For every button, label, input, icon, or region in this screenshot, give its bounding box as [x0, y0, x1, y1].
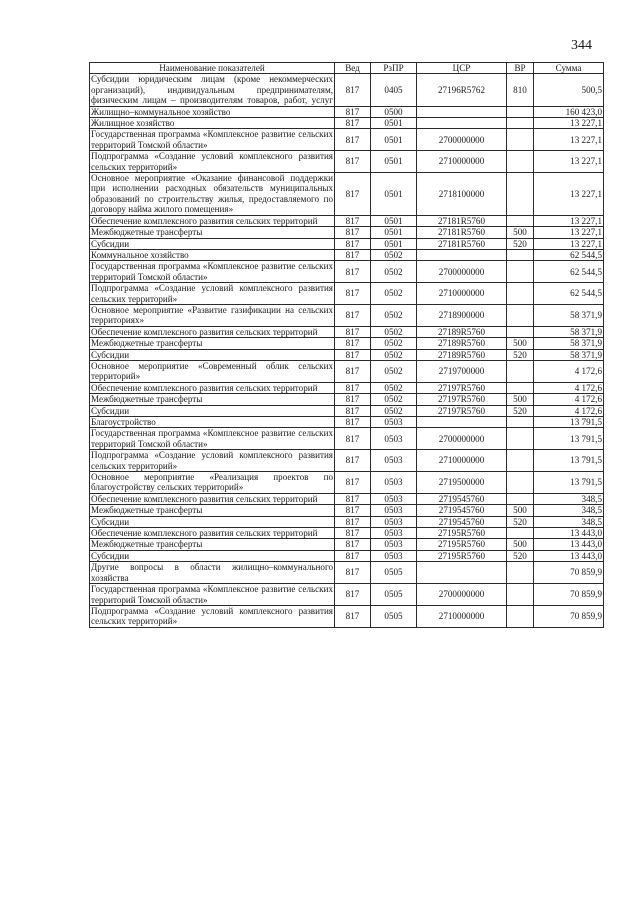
cell-rzpr: 0502 — [371, 249, 417, 260]
cell-vr — [507, 249, 534, 260]
cell-name: Субсидии — [90, 516, 335, 527]
cell-csr: 2710000000 — [417, 283, 507, 305]
cell-name: Обеспечение комплексного развития сельских территорий — [90, 215, 335, 226]
cell-csr: 2719545760 — [417, 516, 507, 527]
cell-name: Коммунальное хозяйство — [90, 249, 335, 260]
cell-vr: 500 — [507, 227, 534, 238]
cell-rzpr: 0501 — [371, 118, 417, 129]
table-row — [90, 450, 604, 472]
table-row — [90, 382, 604, 393]
cell-rzpr: 0501 — [371, 129, 417, 151]
cell-sum: 62 544,5 — [534, 249, 604, 260]
cell-rzpr: 0502 — [371, 405, 417, 416]
cell-csr: 27195R5760 — [417, 528, 507, 539]
cell-sum: 58 371,9 — [534, 338, 604, 349]
table-header — [90, 63, 604, 74]
cell-ved: 817 — [335, 505, 371, 516]
cell-vr — [507, 173, 534, 216]
cell-sum: 13 791,5 — [534, 428, 604, 450]
cell-name: Государственная программа «Комплексное развитие сельских территорий Томской области» — [91, 129, 333, 150]
cell-sum: 70 859,9 — [534, 605, 604, 627]
cell-sum: 70 859,9 — [534, 584, 604, 606]
table-row — [90, 215, 604, 226]
cell-rzpr: 0502 — [371, 349, 417, 360]
cell-sum: 62 544,5 — [534, 261, 604, 283]
cell-name: Межбюджетные трансферты — [90, 338, 335, 349]
cell-ved: 817 — [335, 173, 371, 216]
cell-csr: 2710000000 — [417, 151, 507, 173]
cell-ved: 817 — [335, 151, 371, 173]
cell-sum: 13 227,1 — [534, 129, 604, 151]
page-number: 344 — [571, 38, 592, 53]
header-name: Наименование показателей — [90, 63, 335, 74]
cell-name: Жилищно–коммунальное хозяйство — [90, 106, 335, 117]
table-row — [90, 338, 604, 349]
cell-rzpr: 0502 — [371, 382, 417, 393]
cell-rzpr: 0503 — [371, 550, 417, 561]
table-row — [90, 550, 604, 561]
cell-name: Благоустройство — [90, 417, 335, 428]
cell-ved: 817 — [335, 528, 371, 539]
cell-sum: 13 791,5 — [534, 417, 604, 428]
cell-sum: 13 443,0 — [534, 539, 604, 550]
table-row — [90, 283, 604, 305]
cell-rzpr: 0405 — [371, 74, 417, 106]
cell-rzpr: 0503 — [371, 428, 417, 450]
cell-rzpr: 0505 — [371, 584, 417, 606]
cell-ved: 817 — [335, 550, 371, 561]
cell-vr: 500 — [507, 539, 534, 550]
cell-sum: 13 227,1 — [534, 238, 604, 249]
cell-rzpr: 0501 — [371, 227, 417, 238]
cell-csr: 2700000000 — [417, 261, 507, 283]
cell-rzpr: 0503 — [371, 539, 417, 550]
cell-csr: 27181R5760 — [417, 238, 507, 249]
table-row — [90, 238, 604, 249]
cell-sum: 13 227,1 — [534, 215, 604, 226]
cell-name: Подпрограмма «Создание условий комплексного развития сельских территорий» — [91, 605, 333, 627]
cell-rzpr: 0501 — [371, 215, 417, 226]
cell-vr — [507, 151, 534, 173]
cell-ved: 817 — [335, 382, 371, 393]
cell-ved: 817 — [335, 584, 371, 606]
table-row — [90, 539, 604, 550]
cell-ved: 817 — [335, 394, 371, 405]
cell-csr: 27195R5760 — [417, 550, 507, 561]
cell-ved: 817 — [335, 472, 371, 494]
cell-name: Подпрограмма «Создание условий комплексного развития сельских территорий» — [91, 283, 333, 304]
cell-csr: 27189R5760 — [417, 326, 507, 337]
table-row — [90, 118, 604, 129]
cell-rzpr: 0505 — [371, 605, 417, 627]
cell-name: Государственная программа «Комплексное развитие сельских территорий Томской области» — [91, 261, 333, 282]
cell-ved: 817 — [335, 106, 371, 117]
cell-csr: 2718900000 — [417, 304, 507, 326]
table-row — [90, 129, 604, 151]
cell-csr: 2718100000 — [417, 173, 507, 216]
cell-csr: 2719500000 — [417, 472, 507, 494]
header-sum: Сумма — [534, 63, 604, 74]
cell-ved: 817 — [335, 360, 371, 382]
cell-rzpr: 0505 — [371, 562, 417, 584]
cell-csr: 2719700000 — [417, 360, 507, 382]
cell-sum: 4 172,6 — [534, 360, 604, 382]
cell-csr: 2710000000 — [417, 450, 507, 472]
cell-vr — [507, 450, 534, 472]
cell-sum: 160 423,0 — [534, 106, 604, 117]
cell-ved: 817 — [335, 516, 371, 527]
cell-name: Государственная программа «Комплексное развитие сельских территорий Томской области» — [91, 428, 333, 449]
cell-ved: 817 — [335, 493, 371, 504]
cell-vr — [507, 326, 534, 337]
cell-vr — [507, 562, 534, 584]
cell-vr — [507, 605, 534, 627]
table-row — [90, 360, 604, 382]
table-row — [90, 394, 604, 405]
cell-sum: 58 371,9 — [534, 304, 604, 326]
cell-vr: 520 — [507, 238, 534, 249]
cell-ved: 817 — [335, 261, 371, 283]
header-rzpr: РзПР — [371, 63, 417, 74]
cell-csr: 27181R5760 — [417, 215, 507, 226]
cell-vr: 500 — [507, 338, 534, 349]
table-row — [90, 151, 604, 173]
table-row — [90, 106, 604, 117]
cell-ved: 817 — [335, 249, 371, 260]
cell-sum: 4 172,6 — [534, 382, 604, 393]
cell-vr — [507, 528, 534, 539]
cell-name: Субсидии — [90, 349, 335, 360]
cell-sum: 58 371,9 — [534, 326, 604, 337]
cell-sum: 500,5 — [534, 74, 604, 106]
cell-csr — [417, 106, 507, 117]
cell-sum: 13 227,1 — [534, 151, 604, 173]
cell-name: Субсидии — [90, 238, 335, 249]
cell-rzpr: 0501 — [371, 238, 417, 249]
cell-rzpr: 0501 — [371, 151, 417, 173]
cell-csr — [417, 249, 507, 260]
cell-name: Обеспечение комплексного развития сельских территорий — [90, 528, 335, 539]
cell-ved: 817 — [335, 539, 371, 550]
cell-csr: 2719545760 — [417, 493, 507, 504]
cell-vr — [507, 215, 534, 226]
cell-rzpr: 0502 — [371, 304, 417, 326]
cell-rzpr: 0502 — [371, 360, 417, 382]
cell-csr: 2719545760 — [417, 505, 507, 516]
cell-vr — [507, 360, 534, 382]
table-row — [90, 74, 604, 106]
table-row — [90, 493, 604, 504]
cell-sum: 62 544,5 — [534, 283, 604, 305]
cell-ved: 817 — [335, 215, 371, 226]
cell-vr — [507, 382, 534, 393]
cell-name: Подпрограмма «Создание условий комплексного развития сельских территорий» — [91, 450, 333, 471]
cell-name: Межбюджетные трансферты — [90, 394, 335, 405]
cell-ved: 817 — [335, 338, 371, 349]
cell-name: Жилищное хозяйство — [90, 118, 335, 129]
cell-sum: 348,5 — [534, 516, 604, 527]
cell-ved: 817 — [335, 605, 371, 627]
table-row — [90, 472, 604, 494]
cell-rzpr: 0503 — [371, 493, 417, 504]
cell-vr — [507, 493, 534, 504]
cell-vr — [507, 304, 534, 326]
header-row — [90, 63, 604, 74]
cell-rzpr: 0503 — [371, 528, 417, 539]
cell-vr: 500 — [507, 505, 534, 516]
cell-ved: 817 — [335, 349, 371, 360]
cell-ved: 817 — [335, 450, 371, 472]
cell-vr: 520 — [507, 550, 534, 561]
cell-rzpr: 0503 — [371, 450, 417, 472]
table-row — [90, 528, 604, 539]
cell-csr: 2700000000 — [417, 584, 507, 606]
table-row — [90, 349, 604, 360]
cell-vr: 520 — [507, 405, 534, 416]
cell-ved: 817 — [335, 283, 371, 305]
cell-csr: 27196R5762 — [417, 74, 507, 106]
cell-ved: 817 — [335, 118, 371, 129]
cell-vr — [507, 283, 534, 305]
cell-rzpr: 0503 — [371, 472, 417, 494]
cell-vr — [507, 584, 534, 606]
cell-csr — [417, 562, 507, 584]
cell-ved: 817 — [335, 326, 371, 337]
cell-ved: 817 — [335, 428, 371, 450]
cell-csr: 27197R5760 — [417, 382, 507, 393]
cell-rzpr: 0502 — [371, 326, 417, 337]
cell-csr: 27181R5760 — [417, 227, 507, 238]
cell-rzpr: 0500 — [371, 106, 417, 117]
table-row — [90, 516, 604, 527]
cell-name: Основное мероприятие «Реализация проектов по благоустройству сельских территорий» — [91, 472, 333, 493]
cell-sum: 58 371,9 — [534, 349, 604, 360]
cell-rzpr: 0502 — [371, 394, 417, 405]
cell-vr: 810 — [507, 74, 534, 106]
header-csr: ЦСР — [417, 63, 507, 74]
cell-csr: 2700000000 — [417, 129, 507, 151]
cell-sum: 13 443,0 — [534, 528, 604, 539]
cell-vr — [507, 106, 534, 117]
cell-rzpr: 0502 — [371, 261, 417, 283]
table-row — [90, 562, 604, 584]
table-row — [90, 417, 604, 428]
table-body — [90, 74, 604, 627]
cell-name: Основное мероприятие «Развитие газификации на сельских территориях» — [91, 304, 333, 326]
cell-name: Основное мероприятие «Оказание финансовой поддержки при исполнении расходных обязательств муниципальных образований по строительству жилья, предоставляемого по договору найма жилого помещения» — [91, 173, 333, 215]
cell-vr: 500 — [507, 394, 534, 405]
cell-csr: 27195R5760 — [417, 539, 507, 550]
table-row — [90, 605, 604, 627]
header-ved: Вед — [335, 63, 371, 74]
cell-name: Межбюджетные трансферты — [90, 539, 335, 550]
cell-vr: 520 — [507, 349, 534, 360]
cell-sum: 13 227,1 — [534, 118, 604, 129]
cell-ved: 817 — [335, 417, 371, 428]
cell-vr — [507, 428, 534, 450]
cell-name: Другие вопросы в области жилищно–коммунального хозяйства — [91, 562, 333, 583]
cell-rzpr: 0502 — [371, 338, 417, 349]
cell-sum: 13 791,5 — [534, 450, 604, 472]
cell-ved: 817 — [335, 304, 371, 326]
cell-sum: 70 859,9 — [534, 562, 604, 584]
cell-ved: 817 — [335, 562, 371, 584]
table-row — [90, 227, 604, 238]
cell-vr — [507, 472, 534, 494]
cell-sum: 13 791,5 — [534, 472, 604, 494]
table-row — [90, 428, 604, 450]
cell-rzpr: 0501 — [371, 173, 417, 216]
cell-csr: 27189R5760 — [417, 349, 507, 360]
table-row — [90, 405, 604, 416]
cell-ved: 817 — [335, 405, 371, 416]
cell-name: Обеспечение комплексного развития сельских территорий — [90, 326, 335, 337]
cell-name: Субсидии юридическим лицам (кроме некоммерческих организаций), индивидуальным предпринимателям, физическим лицам – производителям товаров, работ, услуг — [91, 74, 333, 106]
cell-sum: 4 172,6 — [534, 394, 604, 405]
cell-name: Подпрограмма «Создание условий комплексного развития сельских территорий» — [91, 151, 333, 172]
table-row — [90, 505, 604, 516]
cell-sum: 13 227,1 — [534, 227, 604, 238]
table-row — [90, 173, 604, 216]
cell-sum: 4 172,6 — [534, 405, 604, 416]
table-row — [90, 326, 604, 337]
header-vr: ВР — [507, 63, 534, 74]
cell-ved: 817 — [335, 74, 371, 106]
cell-name: Государственная программа «Комплексное развитие сельских территорий Томской области» — [91, 584, 333, 605]
table-row — [90, 304, 604, 326]
cell-vr: 520 — [507, 516, 534, 527]
cell-name: Межбюджетные трансферты — [90, 227, 335, 238]
cell-vr — [507, 417, 534, 428]
cell-ved: 817 — [335, 238, 371, 249]
cell-ved: 817 — [335, 227, 371, 238]
table-row — [90, 584, 604, 606]
cell-sum: 348,5 — [534, 493, 604, 504]
cell-name: Субсидии — [90, 550, 335, 561]
cell-ved: 817 — [335, 129, 371, 151]
table-row — [90, 249, 604, 260]
cell-csr: 27197R5760 — [417, 394, 507, 405]
cell-sum: 13 227,1 — [534, 173, 604, 216]
cell-csr — [417, 118, 507, 129]
cell-csr: 27197R5760 — [417, 405, 507, 416]
cell-csr: 2700000000 — [417, 428, 507, 450]
cell-vr — [507, 261, 534, 283]
cell-rzpr: 0503 — [371, 516, 417, 527]
cell-csr — [417, 417, 507, 428]
cell-rzpr: 0503 — [371, 505, 417, 516]
cell-vr — [507, 129, 534, 151]
budget-table — [89, 62, 604, 628]
cell-rzpr: 0503 — [371, 417, 417, 428]
cell-csr: 27189R5760 — [417, 338, 507, 349]
cell-name: Обеспечение комплексного развития сельских территорий — [90, 493, 335, 504]
cell-sum: 348,5 — [534, 505, 604, 516]
cell-rzpr: 0502 — [371, 283, 417, 305]
cell-name: Субсидии — [90, 405, 335, 416]
cell-name: Обеспечение комплексного развития сельских территорий — [90, 382, 335, 393]
table-row — [90, 261, 604, 283]
cell-name: Межбюджетные трансферты — [90, 505, 335, 516]
cell-name: Основное мероприятие «Современный облик сельских территорий» — [91, 360, 333, 382]
cell-sum: 13 443,0 — [534, 550, 604, 561]
cell-vr — [507, 118, 534, 129]
cell-csr: 2710000000 — [417, 605, 507, 627]
